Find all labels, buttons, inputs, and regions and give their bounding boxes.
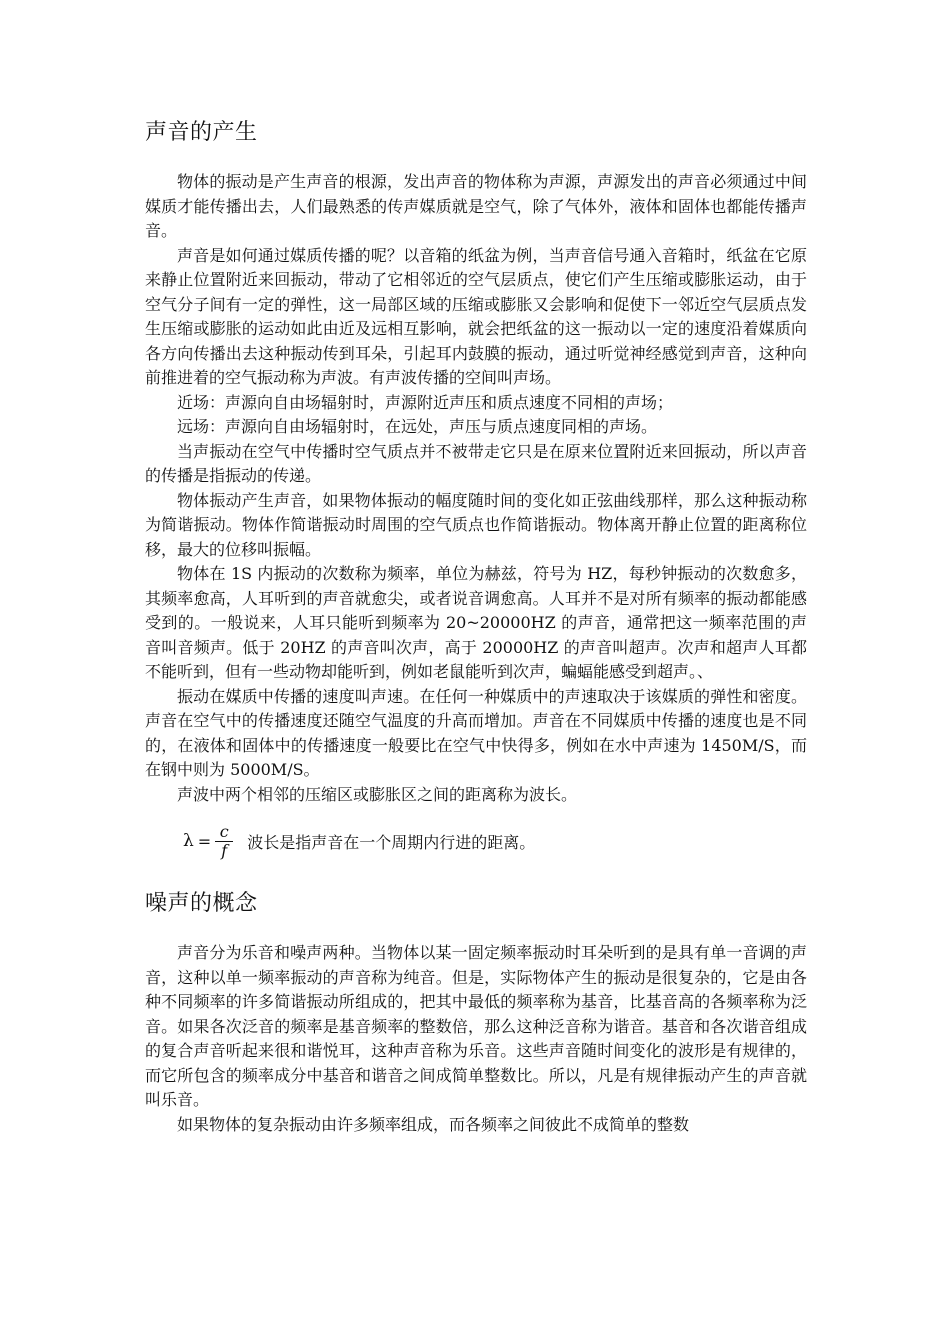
wavelength-formula — [145, 817, 807, 865]
paragraph: 物体在 1S 内振动的次数称为频率，单位为赫兹，符号为 HZ，每秒钟振动的次数愈多，其频率愈高，人耳听到的声音就愈尖，或者说音调愈高。人耳并不是对所有频率的振动都能感受到的。一般说来，人耳只能听到频率为 20~20000HZ 的声音，通常把这一频率范围的声音叫音频声。低于 20HZ 的声音叫次声，高于 20000HZ 的声音叫超声。次声和超声人耳都不能听到，但有一些动物却能听到，例如老鼠能听到次声，蝙蝠能感受到超声。、 — [145, 564, 807, 681]
paragraph: 声音分为乐音和噪声两种。当物体以某一固定频率振动时耳朵听到的是具有单一音调的声音，这种以单一频率振动的声音称为纯音。但是，实际物体产生的振动是很复杂的，它是由各种不同频率的许多简谐振动所组成的，把其中最低的频率称为基音，比基音高的各频率称为泛音。如果各次泛音的频率是基音频率的整数倍，那么这种泛音称为谐音。基音和各次谐音组成的复合声音听起来很和谐悦耳，这种声音称为乐音。这些声音随时间变化的波形是有规律的，而它所包含的频率成分中基音和谐音之间成简单整数比。所以，凡是有规律振动产生的声音就叫乐音。 — [145, 943, 807, 1109]
lambda-symbol: λ — [183, 831, 194, 851]
fraction-denominator: f — [221, 840, 228, 860]
paragraph-near-field: 近场：声源向自由场辐射时，声源附近声压和质点速度不同相的声场； — [177, 392, 674, 412]
document-body — [145, 116, 807, 1137]
paragraph: 当声振动在空气中传播时空气质点并不被带走它只是在原来位置附近来回振动，所以声音的传播是指振动的传递。 — [145, 441, 807, 485]
fraction — [215, 823, 233, 860]
paragraph-far-field: 远场：声源向自由场辐射时，在远处，声压与质点速度同相的声场。 — [177, 417, 658, 436]
paragraph: 振动在媒质中传播的速度叫声速。在任何一种媒质中的声速取决于该媒质的弹性和密度。声音在空气中的传播速度还随空气温度的升高而增加。声音在不同媒质中传播的速度也是不同的，在液体和固体中的传播速度一般要比在空气中快得多，例如在水中声速为 1450M/S，而在钢中则为 5000M/S。 — [145, 686, 807, 779]
paragraph: 物体的振动是产生声音的根源，发出声音的物体称为声源，声源发出的声音必须通过中间媒质才能传播出去，人们最熟悉的传声媒质就是空气，除了气体外，液体和固体也都能传播声音。 — [145, 172, 807, 240]
section-title-sound-generation: 声音的产生 — [145, 120, 258, 145]
fraction-numerator: c — [219, 821, 229, 841]
equals-sign: = — [197, 831, 212, 851]
paragraph: 如果物体的复杂振动由许多频率组成，而各频率之间彼此不成简单的整数 — [177, 1114, 690, 1134]
paragraph: 声音是如何通过媒质传播的呢？以音箱的纸盆为例，当声音信号通入音箱时，纸盆在它原来静止位置附近来回振动，带动了它相邻近的空气层质点，使它们产生压缩或膨胀运动，由于空气分子间有一定的弹性，这一局部区域的压缩或膨胀又会影响和促使下一邻近空气层质点发生压缩或膨胀的运动如此由近及远相互影响，就会把纸盆的这一振动以一定的速度沿着媒质向各方向传播出去这种振动传到耳朵，引起耳内鼓膜的振动，通过听觉神经感觉到声音，这种向前推进着的空气振动称为声波。有声波传播的空间叫声场。 — [145, 245, 807, 387]
formula-description: 波长是指声音在一个周期内行进的距离。 — [247, 832, 536, 852]
paragraph: 物体振动产生声音，如果物体振动的幅度随时间的变化如正弦曲线那样，那么这种振动称为简谐振动。物体作简谐振动时周围的空气质点也作简谐振动。物体离开静止位置的距离称位移，最大的位移叫振幅。 — [145, 490, 807, 559]
section-title-noise-concept: 噪声的概念 — [145, 891, 258, 916]
paragraph: 声波中两个相邻的压缩区或膨胀区之间的距离称为波长。 — [177, 784, 578, 804]
